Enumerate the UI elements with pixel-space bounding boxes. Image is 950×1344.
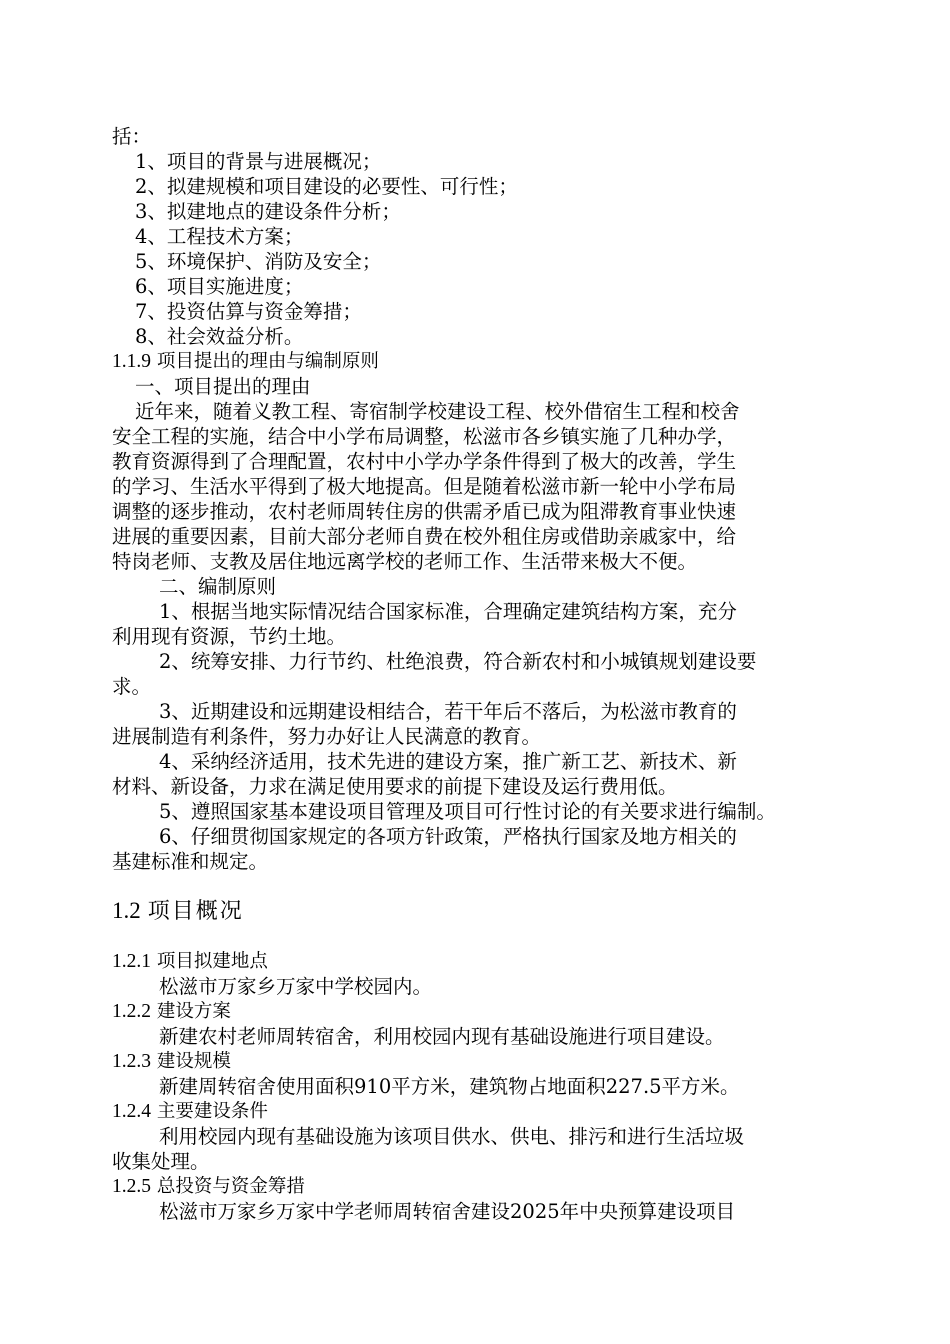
list-item: 5、环境保护、消防及安全； (135, 250, 382, 273)
body-line: 的学习、生活水平得到了极大地提高。但是随着松滋市新一轮中小学布局 (112, 475, 737, 498)
list-item: 4、工程技术方案； (135, 225, 304, 248)
body-line: 新建周转宿舍使用面积910平方米，建筑物占地面积227.5平方米。 (159, 1075, 740, 1098)
section-heading-1-1-9 (112, 349, 379, 374)
section-heading-1-2-1 (112, 949, 268, 974)
body-line: 求。 (112, 675, 152, 698)
body-line: 6、仔细贯彻国家规定的各项方针政策，严格执行国家及地方相关的 (159, 825, 737, 848)
body-line: 安全工程的实施，结合中小学布局调整，松滋市各乡镇实施了几种办学， (112, 425, 737, 448)
heading-text: 建设方案 (156, 1001, 231, 1022)
body-line: 新建农村老师周转宿舍，利用校园内现有基础设施进行项目建设。 (159, 1025, 725, 1048)
heading-text: 主要建设条件 (156, 1101, 268, 1122)
heading-number: 1.2.2 (112, 1001, 151, 1022)
list-item: 2、拟建规模和项目建设的必要性、可行性； (135, 175, 518, 198)
section-heading-1-2-5 (112, 1174, 305, 1199)
heading-number: 1.2.4 (112, 1101, 151, 1122)
body-line: 松滋市万家乡万家中学校园内。 (159, 975, 433, 998)
heading-text: 项目拟建地点 (156, 951, 268, 972)
section-heading-1-2-4 (112, 1099, 268, 1124)
section-heading-1-2 (112, 896, 244, 927)
body-line: 松滋市万家乡万家中学老师周转宿舍建设2025年中央预算建设项目 (159, 1200, 736, 1223)
list-item: 8、社会效益分析。 (135, 325, 304, 348)
body-line: 利用现有资源，节约土地。 (112, 625, 347, 648)
body-line: 基建标准和规定。 (112, 850, 269, 873)
heading-text: 总投资与资金筹措 (156, 1176, 305, 1197)
subheading: 一、项目提出的理由 (135, 375, 311, 398)
subheading: 二、编制原则 (159, 575, 277, 598)
body-line: 收集处理。 (112, 1150, 210, 1173)
body-line: 3、近期建设和远期建设相结合，若干年后不落后，为松滋市教育的 (159, 700, 737, 723)
list-item: 7、投资估算与资金筹措； (135, 300, 362, 323)
body-line: 利用校园内现有基础设施为该项目供水、供电、排污和进行生活垃圾 (159, 1125, 745, 1148)
body-line: 特岗老师、支教及居住地远离学校的老师工作、生活带来极大不便。 (112, 550, 698, 573)
body-line: 5、遵照国家基本建设项目管理及项目可行性讨论的有关要求进行编制。 (159, 800, 776, 823)
list-item: 1、项目的背景与进展概况； (135, 150, 382, 173)
heading-text: 项目提出的理由与编制原则 (156, 351, 379, 372)
body-line: 材料、新设备，力求在满足使用要求的前提下建设及运行费用低。 (112, 775, 678, 798)
body-line: 进展的重要因素，目前大部分老师自费在校外租住房或借助亲戚家中，给 (112, 525, 737, 548)
heading-number: 1.2.3 (112, 1051, 151, 1072)
heading-number: 1.2.1 (112, 951, 151, 972)
body-line: 进展制造有利条件，努力办好让人民满意的教育。 (112, 725, 542, 748)
heading-number: 1.2 (112, 898, 141, 923)
heading-text: 建设规模 (156, 1051, 231, 1072)
section-heading-1-2-3 (112, 1049, 231, 1074)
heading-number: 1.1.9 (112, 351, 151, 372)
heading-text: 项目概况 (147, 899, 244, 924)
list-item: 3、拟建地点的建设条件分析； (135, 200, 401, 223)
list-item: 6、项目实施进度； (135, 275, 304, 298)
heading-number: 1.2.5 (112, 1176, 151, 1197)
section-heading-1-2-2 (112, 999, 231, 1024)
body-line: 4、采纳经济适用，技术先进的建设方案，推广新工艺、新技术、新 (159, 750, 737, 773)
body-line: 1、根据当地实际情况结合国家标准，合理确定建筑结构方案，充分 (159, 600, 737, 623)
body-line: 教育资源得到了合理配置，农村中小学办学条件得到了极大的改善，学生 (112, 450, 737, 473)
body-line: 2、统筹安排、力行节约、杜绝浪费，符合新农村和小城镇规划建设要 (159, 650, 757, 673)
body-line: 括： (112, 125, 152, 148)
body-line: 调整的逐步推动，农村老师周转住房的供需矛盾已成为阻滞教育事业快速 (112, 500, 737, 523)
body-line: 近年来，随着义教工程、寄宿制学校建设工程、校外借宿生工程和校舍 (135, 400, 740, 423)
